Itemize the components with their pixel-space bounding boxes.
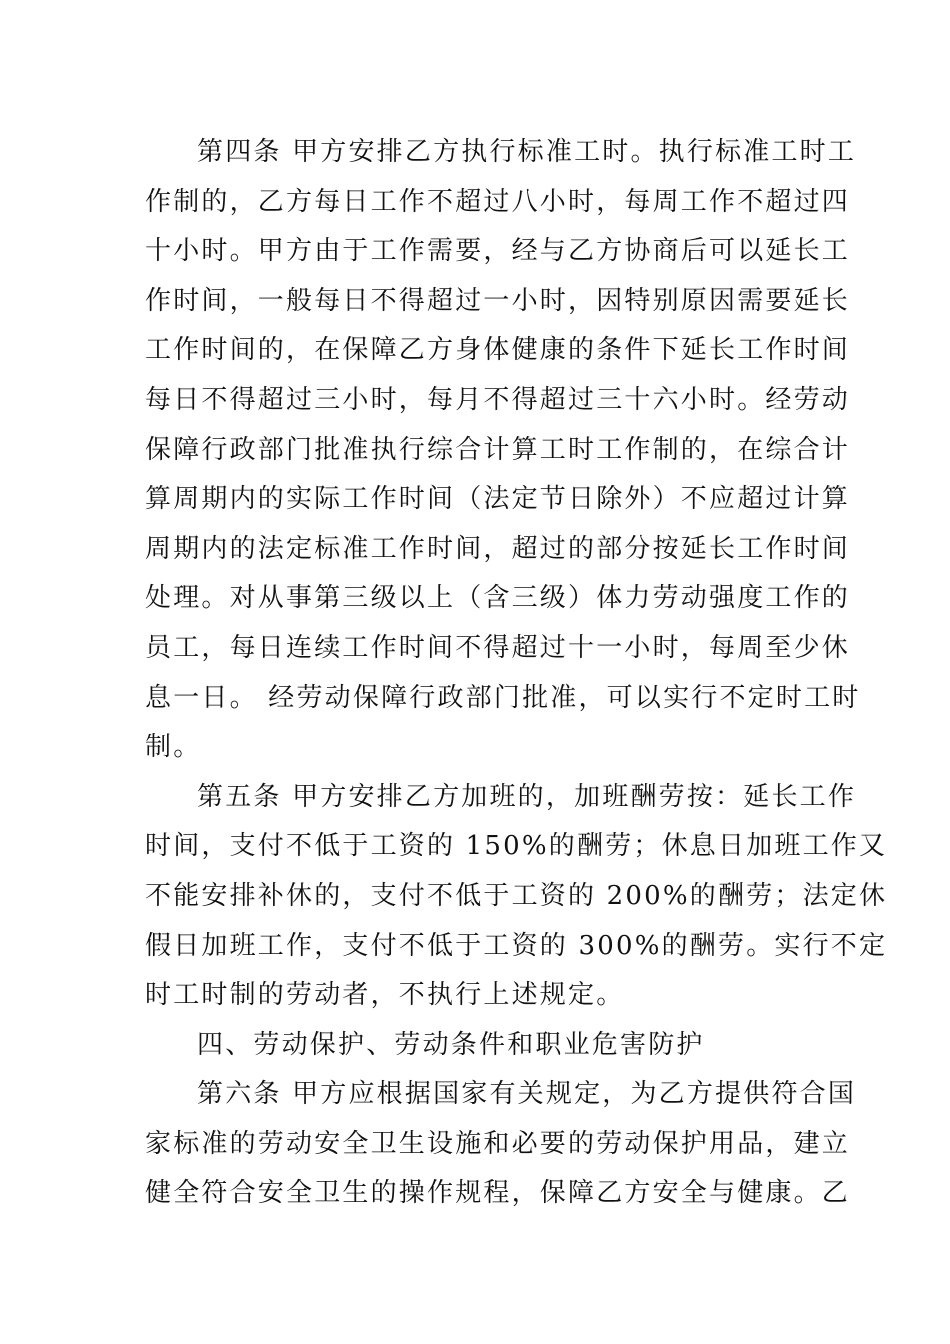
text-line: 周期内的法定标准工作时间，超过的部分按延长工作时间 — [145, 533, 851, 564]
text-line: 作制的，乙方每日工作不超过八小时，每周工作不超过四 — [145, 186, 851, 217]
text-line: 息一日。 经劳动保障行政部门批准，可以实行不定时工时 — [145, 682, 861, 713]
text-line: 十小时。甲方由于工作需要，经与乙方协商后可以延长工 — [145, 236, 851, 267]
text-line: 健全符合安全卫生的操作规程，保障乙方安全与健康。乙 — [145, 1178, 851, 1209]
text-line: 不能安排补休的，支付不低于工资的 200%的酬劳；法定休 — [145, 880, 888, 911]
section-heading — [145, 1021, 810, 1071]
text-line: 处理。对从事第三级以上（含三级）体力劳动强度工作的 — [145, 583, 851, 614]
text-line: 第六条 甲方应根据国家有关规定，为乙方提供符合国 — [197, 1079, 857, 1110]
text-line: 时间，支付不低于工资的 150%的酬劳；休息日加班工作又 — [145, 831, 888, 862]
text-line: 作时间，一般每日不得超过一小时，因特别原因需要延长 — [145, 285, 851, 316]
text-line: 假日加班工作，支付不低于工资的 300%的酬劳。实行不定 — [145, 930, 888, 961]
text-line: 制。 — [145, 732, 202, 763]
paragraph-article-6 — [145, 1070, 857, 1219]
text-line: 四、劳动保护、劳动条件和职业危害防护 — [197, 1029, 705, 1060]
paragraph-article-4 — [145, 128, 861, 773]
text-line: 保障行政部门批准执行综合计算工时工作制的，在综合计 — [145, 434, 851, 465]
text-line: 员工，每日连续工作时间不得超过十一小时，每周至少休 — [145, 632, 851, 663]
text-line: 时工时制的劳动者，不执行上述规定。 — [145, 980, 625, 1011]
text-line: 家标准的劳动安全卫生设施和必要的劳动保护用品，建立 — [145, 1128, 851, 1159]
text-line: 第五条 甲方安排乙方加班的，加班酬劳按：延长工作 — [197, 781, 857, 812]
text-line: 工作时间的，在保障乙方身体健康的条件下延长工作时间 — [145, 335, 851, 366]
document-body — [145, 128, 888, 1219]
paragraph-article-5 — [145, 773, 888, 1021]
text-line: 每日不得超过三小时，每月不得超过三十六小时。经劳动 — [145, 384, 851, 415]
text-line: 第四条 甲方安排乙方执行标准工时。执行标准工时工 — [197, 137, 857, 167]
text-line: 算周期内的实际工作时间（法定节日除外）不应超过计算 — [145, 484, 851, 515]
